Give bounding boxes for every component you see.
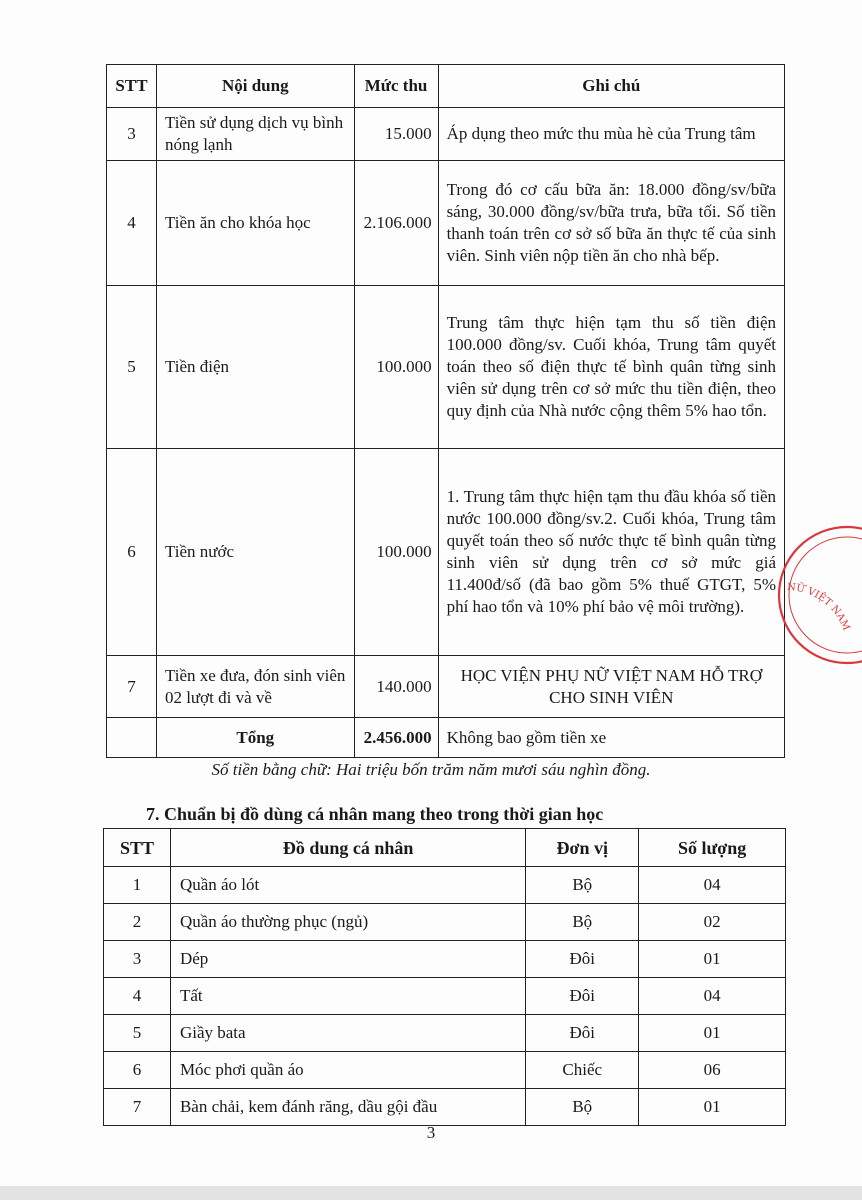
fee-table-header xyxy=(107,65,785,108)
row-note: HỌC VIỆN PHỤ NỮ VIỆT NAM HỖ TRỢ CHO SINH VIÊN xyxy=(438,656,784,718)
row-note: Trung tâm thực hiện tạm thu số tiền điện 100.000 đồng/sv. Cuối khóa, Trung tâm quyết toán theo số điện thực tế bình quân từng sinh viên sử dụng trên cơ sở mức thu tiền điện, theo quy định của Nhà nước cộng thêm 5% hao tổn. xyxy=(438,286,784,449)
item-name: Quần áo thường phục (ngủ) xyxy=(170,904,525,941)
header-item: Đồ dung cá nhân xyxy=(170,829,525,867)
item-unit: Bộ xyxy=(526,904,639,941)
table-row xyxy=(107,656,785,718)
table-row xyxy=(104,867,786,904)
table-row xyxy=(107,286,785,449)
row-stt: 3 xyxy=(107,108,157,161)
table-row xyxy=(104,1052,786,1089)
table-row xyxy=(104,1089,786,1126)
header-stt: STT xyxy=(104,829,171,867)
row-amount: 140.000 xyxy=(354,656,438,718)
item-stt: 2 xyxy=(104,904,171,941)
item-stt: 1 xyxy=(104,867,171,904)
row-note: Trong đó cơ cấu bữa ăn: 18.000 đồng/sv/bữa sáng, 30.000 đồng/sv/bữa trưa, bữa tối. Số tiền thanh toán trên cơ sở số bữa ăn thực tế của sinh viên. Sinh viên nộp tiền ăn cho nhà bếp. xyxy=(438,161,784,286)
item-unit: Bộ xyxy=(526,867,639,904)
items-table xyxy=(103,828,786,1126)
item-qty: 01 xyxy=(639,941,786,978)
table-row xyxy=(104,978,786,1015)
row-amount: 100.000 xyxy=(354,286,438,449)
table-row xyxy=(104,941,786,978)
total-row xyxy=(107,718,785,758)
table-row xyxy=(104,904,786,941)
table-row xyxy=(104,1015,786,1052)
row-amount: 15.000 xyxy=(354,108,438,161)
stamp-text: NỮ VIỆT NAM xyxy=(786,581,852,633)
total-amount: 2.456.000 xyxy=(354,718,438,758)
items-table-header xyxy=(104,829,786,867)
header-amount: Mức thu xyxy=(354,65,438,108)
page-number: 3 xyxy=(426,1123,436,1142)
item-qty: 01 xyxy=(639,1015,786,1052)
table-row xyxy=(107,449,785,656)
header-content: Nội dung xyxy=(156,65,354,108)
official-stamp-seal xyxy=(745,520,862,670)
row-stt: 7 xyxy=(107,656,157,718)
row-note: Áp dụng theo mức thu mùa hè của Trung tâm xyxy=(438,108,784,161)
item-name: Móc phơi quần áo xyxy=(170,1052,525,1089)
amount-in-words: Số tiền bằng chữ: Hai triệu bốn trăm năm mươi sáu nghìn đồng. xyxy=(211,760,651,779)
total-note: Không bao gồm tiền xe xyxy=(438,718,784,758)
item-name: Tất xyxy=(170,978,525,1015)
row-content: Tiền ăn cho khóa học xyxy=(156,161,354,286)
table-row xyxy=(107,161,785,286)
item-stt: 7 xyxy=(104,1089,171,1126)
svg-text:NỮ VIỆT NAM xyxy=(787,582,852,633)
item-qty: 06 xyxy=(639,1052,786,1089)
row-stt: 5 xyxy=(107,286,157,449)
row-note: 1. Trung tâm thực hiện tạm thu đầu khóa số tiền nước 100.000 đồng/sv.2. Cuối khóa, Trung tâm quyết toán theo số nước thực tế bình quân từng sinh viên sử dụng trên cơ sở mức giá 11.400đ/số (đã bao gồm 5% thuế GTGT, 5% phí hao tổn và 10% phí bảo vệ môi trường). xyxy=(438,449,784,656)
total-stt xyxy=(107,718,157,758)
row-content: Tiền xe đưa, đón sinh viên 02 lượt đi và về xyxy=(156,656,354,718)
header-quantity: Số lượng xyxy=(639,829,786,867)
row-amount: 100.000 xyxy=(354,449,438,656)
item-stt: 4 xyxy=(104,978,171,1015)
item-unit: Đôi xyxy=(526,941,639,978)
row-content: Tiền nước xyxy=(156,449,354,656)
header-unit: Đơn vị xyxy=(526,829,639,867)
row-content: Tiền sử dụng dịch vụ bình nóng lạnh xyxy=(156,108,354,161)
page-bottom-edge xyxy=(0,1186,862,1200)
item-stt: 5 xyxy=(104,1015,171,1052)
item-unit: Bộ xyxy=(526,1089,639,1126)
item-stt: 6 xyxy=(104,1052,171,1089)
item-unit: Đôi xyxy=(526,1015,639,1052)
total-label: Tổng xyxy=(156,718,354,758)
row-content: Tiền điện xyxy=(156,286,354,449)
item-qty: 04 xyxy=(639,978,786,1015)
row-amount: 2.106.000 xyxy=(354,161,438,286)
row-stt: 6 xyxy=(107,449,157,656)
header-stt: STT xyxy=(107,65,157,108)
item-unit: Chiếc xyxy=(526,1052,639,1089)
item-name: Dép xyxy=(170,941,525,978)
table-row xyxy=(107,108,785,161)
item-stt: 3 xyxy=(104,941,171,978)
header-note: Ghi chú xyxy=(438,65,784,108)
item-name: Bàn chải, kem đánh răng, dầu gội đầu xyxy=(170,1089,525,1126)
item-name: Giầy bata xyxy=(170,1015,525,1052)
row-stt: 4 xyxy=(107,161,157,286)
item-unit: Đôi xyxy=(526,978,639,1015)
section-heading: 7. Chuẩn bị đồ dùng cá nhân mang theo trong thời gian học xyxy=(146,804,604,824)
item-qty: 01 xyxy=(639,1089,786,1126)
item-qty: 04 xyxy=(639,867,786,904)
fee-table xyxy=(106,64,785,758)
item-qty: 02 xyxy=(639,904,786,941)
item-name: Quần áo lót xyxy=(170,867,525,904)
